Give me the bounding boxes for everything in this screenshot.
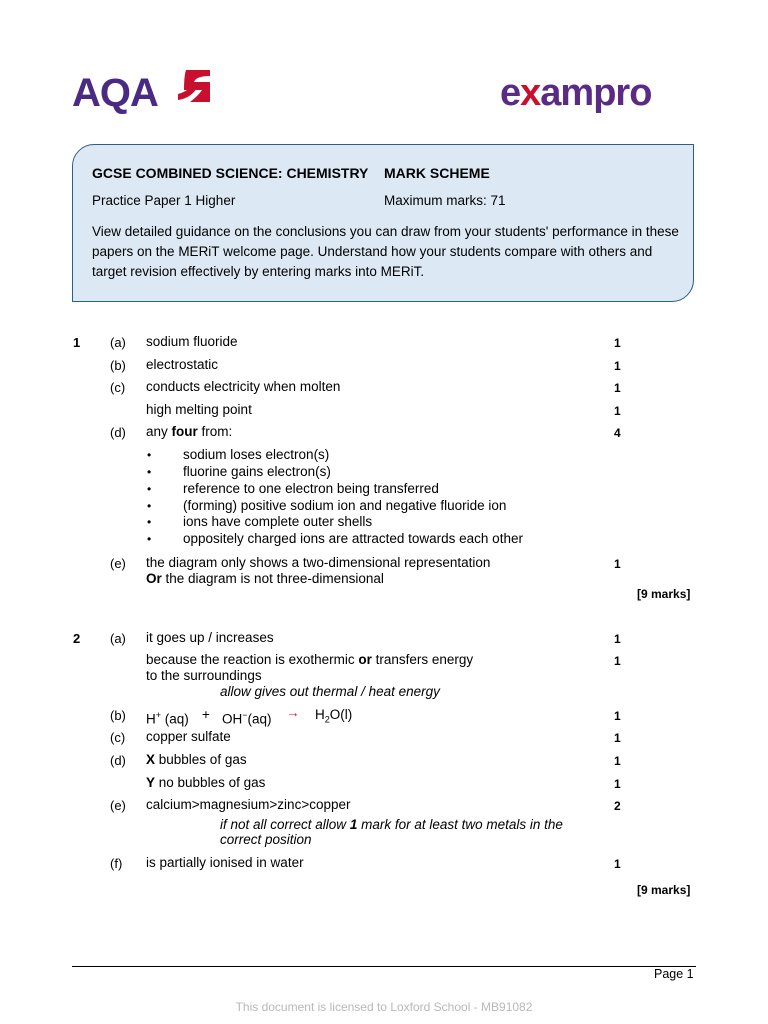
bullet-icon: • bbox=[147, 465, 152, 479]
footer-divider bbox=[72, 966, 696, 967]
question-number: 1 bbox=[73, 335, 81, 350]
equation-reactant bbox=[146, 707, 189, 728]
equation-subscript: 2 bbox=[324, 714, 330, 725]
part-label: (b) bbox=[110, 708, 126, 723]
exampro-logo-x: x bbox=[520, 72, 541, 114]
bullet-icon: • bbox=[147, 448, 152, 462]
answer: conducts electricity when molten bbox=[146, 379, 341, 394]
answer-text: bubbles of gas bbox=[155, 752, 247, 767]
exampro-logo-e: e bbox=[500, 72, 521, 114]
mark: 1 bbox=[614, 336, 621, 350]
mark: 1 bbox=[614, 777, 621, 791]
max-marks: Maximum marks: 71 bbox=[384, 193, 506, 208]
answer: it goes up / increases bbox=[146, 630, 274, 645]
marking-guidance: allow gives out thermal / heat energy bbox=[220, 684, 440, 699]
bullet-item: reference to one electron being transferred bbox=[183, 481, 439, 496]
answer: the diagram only shows a two-dimensional representation bbox=[146, 555, 491, 570]
mark: 1 bbox=[614, 709, 621, 723]
answer-emphasis: four bbox=[171, 424, 198, 439]
mark: 1 bbox=[614, 754, 621, 768]
answer-text: no bubbles of gas bbox=[155, 775, 266, 790]
equation-text: O(l) bbox=[329, 707, 353, 722]
exampro-logo bbox=[500, 68, 651, 118]
guidance-text: mark for at least two metals in the bbox=[357, 817, 563, 832]
license-notice: This document is licensed to Loxford School - MB91082 bbox=[235, 1000, 533, 1014]
answer-emphasis: Y bbox=[146, 775, 156, 790]
mark: 1 bbox=[614, 404, 621, 418]
equation-reactant bbox=[222, 707, 272, 728]
answer-text: the diagram is not three-dimensional bbox=[161, 571, 384, 586]
part-label: (d) bbox=[110, 753, 126, 768]
answer: is partially ionised in water bbox=[146, 855, 304, 870]
answer bbox=[146, 571, 384, 587]
question-total: [9 marks] bbox=[637, 883, 691, 897]
aqa-logo-text: AQA bbox=[72, 71, 158, 115]
part-label: (c) bbox=[110, 380, 126, 395]
equation-text: (aq) bbox=[247, 711, 272, 727]
answer bbox=[146, 424, 232, 440]
part-label: (d) bbox=[110, 425, 126, 440]
guidance-text: View detailed guidance on the conclusions you can draw from your students' performance in these papers on the MERiT welcome page. Understand how your students compare with others and target revision effectively by entering marks into MERiT. bbox=[92, 224, 679, 279]
guidance-text: if not all correct allow bbox=[220, 817, 350, 832]
bullet-item: fluorine gains electron(s) bbox=[183, 464, 331, 479]
answer-text: any bbox=[146, 424, 172, 439]
guidance-emphasis: 1 bbox=[349, 817, 358, 832]
document-type: MARK SCHEME bbox=[384, 165, 490, 181]
mark: 2 bbox=[614, 799, 621, 813]
mark: 1 bbox=[614, 381, 621, 395]
part-label: (a) bbox=[110, 335, 126, 350]
part-label: (f) bbox=[110, 856, 123, 871]
answer-text: transfers energy bbox=[371, 652, 474, 667]
question-number: 2 bbox=[73, 631, 81, 646]
part-label: (e) bbox=[110, 556, 126, 571]
part-label: (a) bbox=[110, 631, 126, 646]
answer-emphasis: Or bbox=[146, 571, 162, 586]
bullet-item: (forming) positive sodium ion and negative fluoride ion bbox=[183, 498, 507, 513]
paper-name: Practice Paper 1 Higher bbox=[92, 193, 236, 208]
mark: 1 bbox=[614, 731, 621, 745]
mark: 1 bbox=[614, 359, 621, 373]
exampro-logo-rest: ampro bbox=[540, 72, 652, 114]
part-label: (c) bbox=[110, 730, 126, 745]
mark: 1 bbox=[614, 632, 621, 646]
answer-emphasis: X bbox=[146, 752, 156, 767]
bullet-item: oppositely charged ions are attracted towards each other bbox=[183, 531, 523, 546]
part-label: (b) bbox=[110, 358, 126, 373]
answer bbox=[146, 752, 247, 768]
aqa-logo bbox=[72, 68, 212, 116]
mark: 1 bbox=[614, 654, 621, 668]
bullet-item: ions have complete outer shells bbox=[183, 514, 373, 529]
answer: copper sulfate bbox=[146, 729, 231, 744]
bullet-icon: • bbox=[147, 499, 152, 513]
mark: 1 bbox=[614, 857, 621, 871]
equation-text: OH bbox=[222, 711, 243, 727]
marking-guidance bbox=[220, 817, 563, 832]
answer bbox=[146, 775, 265, 791]
bullet-item: sodium loses electron(s) bbox=[183, 447, 330, 462]
equation-text: (aq) bbox=[161, 711, 189, 727]
equation-superscript: + bbox=[155, 710, 162, 720]
equation-text: H bbox=[315, 707, 325, 722]
equation-text: H bbox=[146, 711, 156, 727]
mark: 4 bbox=[614, 426, 621, 440]
bullet-icon: • bbox=[147, 482, 152, 496]
equation-superscript: − bbox=[242, 710, 248, 720]
part-label: (e) bbox=[110, 798, 126, 813]
bullet-icon: • bbox=[147, 515, 152, 529]
reaction-arrow-icon: → bbox=[286, 705, 300, 720]
answer: to the surroundings bbox=[146, 668, 262, 683]
aqa-logo-mark-icon bbox=[176, 68, 212, 104]
answer-emphasis: or bbox=[358, 652, 372, 667]
bullet-icon: • bbox=[147, 532, 152, 546]
mark: 1 bbox=[614, 557, 621, 571]
answer bbox=[146, 652, 473, 668]
equation-plus: + bbox=[202, 707, 210, 722]
answer-text: from: bbox=[197, 424, 233, 439]
marking-guidance: correct position bbox=[220, 832, 312, 847]
answer: high melting point bbox=[146, 402, 252, 417]
answer-text: because the reaction is exothermic bbox=[146, 652, 359, 667]
document-title: GCSE COMBINED SCIENCE: CHEMISTRY bbox=[92, 165, 369, 181]
answer: calcium>magnesium>zinc>copper bbox=[146, 797, 351, 812]
equation-product bbox=[315, 707, 352, 728]
page-number: Page 1 bbox=[654, 967, 694, 981]
question-total: [9 marks] bbox=[637, 587, 691, 601]
answer: electrostatic bbox=[146, 357, 219, 372]
answer: sodium fluoride bbox=[146, 334, 238, 349]
